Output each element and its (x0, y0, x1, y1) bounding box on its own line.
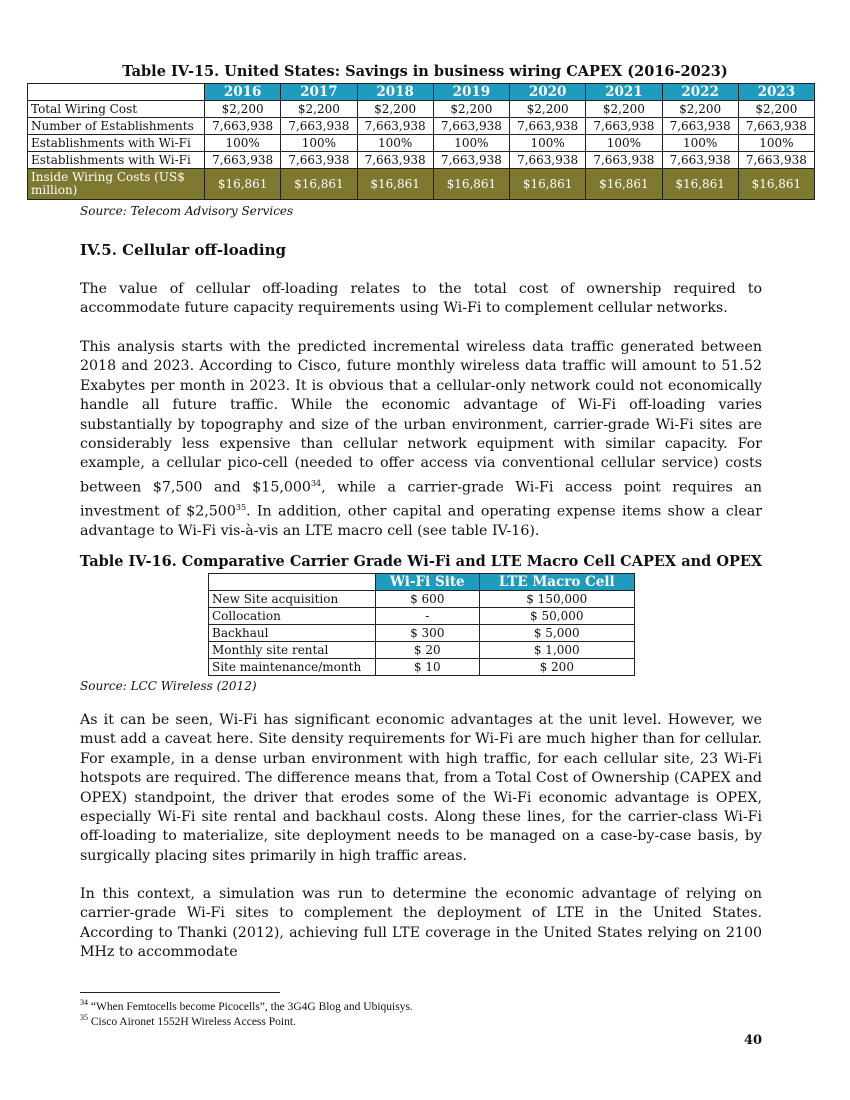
table-cell: $ 50,000 (479, 608, 634, 625)
table2-caption: Table IV-16. Comparative Carrier Grade Wi-Fi and LTE Macro Cell CAPEX and OPEX (79, 553, 763, 570)
page-number: 40 (744, 1033, 763, 1048)
table-cell: $16,861 (738, 169, 814, 200)
table-cell: 7,663,938 (433, 152, 509, 169)
header-row (28, 84, 815, 101)
table-row (28, 169, 815, 200)
table-cell: 7,663,938 (205, 152, 281, 169)
row-label: Establishments with Wi-Fi (28, 135, 205, 152)
column-header: 2016 (205, 84, 281, 101)
table-cell: 100% (433, 135, 509, 152)
table-cell: 7,663,938 (281, 118, 357, 135)
table-cell: $2,200 (662, 101, 738, 118)
table-row (209, 608, 635, 625)
footnote-number: 34 (80, 998, 88, 1007)
column-header: 2021 (586, 84, 662, 101)
paragraph-1: The value of cellular off-loading relates to the total cost of ownership required to accommodate future capacity requirements using Wi-Fi to complement cellular networks. (80, 281, 762, 317)
table-cell: $16,861 (205, 169, 281, 200)
footnote-34 (80, 998, 413, 1013)
table-cell: $ 150,000 (479, 591, 634, 608)
table-cell: 7,663,938 (281, 152, 357, 169)
paragraph-2 (80, 338, 762, 542)
table-cell: $2,200 (205, 101, 281, 118)
table-cell: $2,200 (357, 101, 433, 118)
header-empty (28, 84, 205, 101)
column-header: 2022 (662, 84, 738, 101)
table-row (28, 135, 815, 152)
footnote-text: “When Femtocells become Picocells”, the 3G4G Blog and Ubiquisys. (88, 1000, 413, 1013)
table1-caption: Table IV-15. United States: Savings in business wiring CAPEX (2016-2023) (122, 63, 728, 80)
table-cell: 100% (357, 135, 433, 152)
row-label: Backhaul (209, 625, 376, 642)
table-cell: 7,663,938 (662, 118, 738, 135)
table-cell: 100% (662, 135, 738, 152)
table-cell: $2,200 (281, 101, 357, 118)
table-cell: $16,861 (586, 169, 662, 200)
paragraph-2-text-c: . In addition, other capital and operating expense items show a clear advantage to Wi-Fi vis-à-vis an LTE macro cell (see table IV-16). (80, 503, 762, 540)
table-row (209, 659, 635, 676)
footnote-divider (80, 992, 280, 993)
table-cell: 100% (586, 135, 662, 152)
table-cell: 7,663,938 (357, 118, 433, 135)
paragraph-4: In this context, a simulation was run to determine the economic advantage of relying on carrier-grade Wi-Fi sites to complement the deployment of LTE in the United States. According to Thanki (2012), achieving full LTE coverage in the United States relying on 2100 MHz to accommodate (80, 886, 762, 961)
row-label: Monthly site rental (209, 642, 376, 659)
section-heading: IV.5. Cellular off-loading (80, 241, 287, 259)
row-label: Inside Wiring Costs (US$ million) (28, 169, 205, 200)
table-cell: 7,663,938 (586, 152, 662, 169)
wiring-capex-table (27, 83, 815, 200)
table-row (28, 152, 815, 169)
table-cell: $2,200 (510, 101, 586, 118)
table-cell: 100% (205, 135, 281, 152)
table-cell: $16,861 (510, 169, 586, 200)
paragraph-2-text-b: , while a carrier-grade Wi-Fi access point requires an investment of $2,500 (80, 479, 762, 520)
footnote-35 (80, 1013, 296, 1028)
table-cell: 7,663,938 (205, 118, 281, 135)
footnote-text: Cisco Aironet 1552H Wireless Access Point. (88, 1015, 296, 1028)
table-cell: $2,200 (586, 101, 662, 118)
table-cell: $ 200 (479, 659, 634, 676)
row-label: New Site acquisition (209, 591, 376, 608)
table2-source: Source: LCC Wireless (2012) (80, 679, 257, 693)
column-header: LTE Macro Cell (479, 574, 634, 591)
row-label: Total Wiring Cost (28, 101, 205, 118)
table-cell: 7,663,938 (433, 118, 509, 135)
table1-source: Source: Telecom Advisory Services (80, 204, 294, 218)
table-cell: 100% (738, 135, 814, 152)
paragraph-2-text: This analysis starts with the predicted incremental wireless data traffic generated between 2018 and 2023. According to Cisco, future monthly wireless data traffic will amount to 51.52 Exabytes per month in 2023. It is obvious that a cellular-only network could not economically handle all future traffic. While the economic advantage of Wi-Fi off-loading varies substantially by topography and size of the urban environment, carrier-grade Wi-Fi sites are considerably less expensive than cellular network equipment with similar capacity. For example, a cellular pico-cell (needed to offer access via conventional cellular service) costs between $7,500 and $15,000 (80, 339, 762, 496)
table-cell: $ 20 (376, 642, 480, 659)
table-cell: $ 10 (376, 659, 480, 676)
column-header: 2023 (738, 84, 814, 101)
footnote-number: 35 (80, 1013, 88, 1022)
paragraph-3: As it can be seen, Wi-Fi has significant economic advantages at the unit level. However, we must add a caveat here. Site density requirements for Wi-Fi are much higher than for cellular. For example, in a dense urban environment with high traffic, for each cellular site, 23 Wi-Fi hotspots are required. The difference means that, from a Total Cost of Ownership (CAPEX and OPEX) standpoint, the driver that erodes some of the Wi-Fi economic advantage is OPEX, especially Wi-Fi site rental and backhaul costs. Along these lines, for the carrier-class Wi-Fi off-loading to materialize, site deployment needs to be managed on a case-by-case basis, by surgically placing sites primarily in high traffic areas. (80, 712, 762, 864)
column-header: 2017 (281, 84, 357, 101)
table-cell: $ 300 (376, 625, 480, 642)
table-cell: $2,200 (433, 101, 509, 118)
header-row (209, 574, 635, 591)
row-label: Site maintenance/month (209, 659, 376, 676)
table-row (28, 101, 815, 118)
column-header: 2018 (357, 84, 433, 101)
table-cell: $ 1,000 (479, 642, 634, 659)
table-cell: 7,663,938 (662, 152, 738, 169)
column-header: 2020 (510, 84, 586, 101)
table-cell: $ 600 (376, 591, 480, 608)
column-header: Wi-Fi Site (376, 574, 480, 591)
table-cell: $ 5,000 (479, 625, 634, 642)
table-cell: 7,663,938 (738, 152, 814, 169)
column-header: 2019 (433, 84, 509, 101)
table-cell: 100% (510, 135, 586, 152)
table-cell: $16,861 (662, 169, 738, 200)
table-cell: 7,663,938 (357, 152, 433, 169)
table-row (209, 591, 635, 608)
footnote-ref-34: 34 (310, 478, 322, 488)
table-cell: 7,663,938 (738, 118, 814, 135)
wifi-lte-comparison-table (208, 573, 635, 676)
footnote-ref-35: 35 (235, 502, 247, 512)
table-row (209, 625, 635, 642)
table-cell: 100% (281, 135, 357, 152)
header-empty (209, 574, 376, 591)
table-cell: $2,200 (738, 101, 814, 118)
table-row (28, 118, 815, 135)
table-cell: 7,663,938 (586, 118, 662, 135)
table-cell: 7,663,938 (510, 152, 586, 169)
table-cell: $16,861 (357, 169, 433, 200)
table-cell: $16,861 (281, 169, 357, 200)
table-cell: $16,861 (433, 169, 509, 200)
table-cell: 7,663,938 (510, 118, 586, 135)
row-label: Number of Establishments (28, 118, 205, 135)
table-cell: - (376, 608, 480, 625)
row-label: Establishments with Wi-Fi (28, 152, 205, 169)
table-row (209, 642, 635, 659)
row-label: Collocation (209, 608, 376, 625)
